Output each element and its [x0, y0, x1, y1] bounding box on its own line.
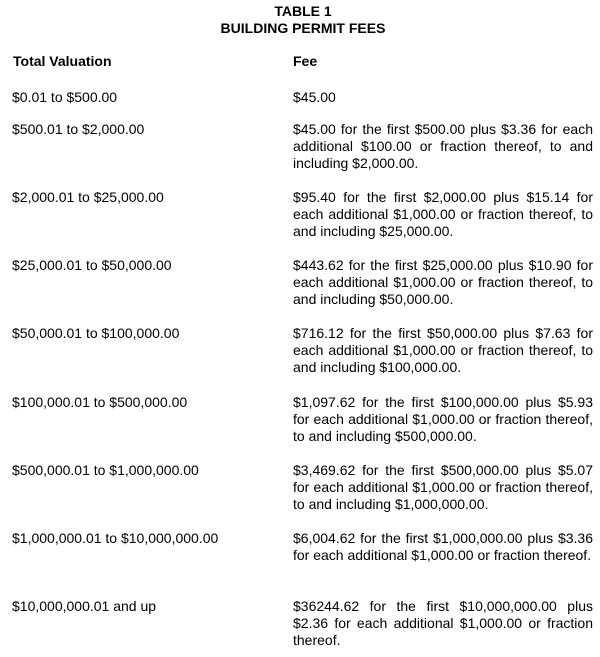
column-header-total-valuation: Total Valuation: [13, 53, 112, 69]
fee-cell: $45.00 for the first $500.00 plus $3.36 for each additional $100.00 or fraction thereof, to and including $2,000.00.: [293, 121, 593, 171]
valuation-cell: $10,000,000.01 and up: [12, 598, 157, 614]
table-title: TABLE 1: [274, 3, 332, 19]
fee-cell: $443.62 for the first $25,000.00 plus $10.90 for each additional $1,000.00 or fraction thereof, to and including $50,000.00.: [293, 257, 593, 307]
fee-cell: $6,004.62 for the first $1,000,000.00 plus $3.36 for each additional $1,000.00 or fraction thereof.: [293, 530, 593, 563]
valuation-cell: $25,000.01 to $50,000.00: [12, 257, 172, 273]
valuation-cell: $1,000,000.01 to $10,000,000.00: [12, 530, 219, 546]
fee-cell: $45.00: [293, 89, 336, 105]
valuation-cell: $100,000.01 to $500,000.00: [12, 394, 188, 410]
fee-cell: $95.40 for the first $2,000.00 plus $15.14 for each additional $1,000.00 or fraction thereof, to and including $25,000.00.: [293, 189, 593, 239]
fee-cell: $716.12 for the first $50,000.00 plus $7.63 for each additional $1,000.00 or fraction thereof, to and including $100,000.00.: [293, 325, 593, 375]
valuation-cell: $50,000.01 to $100,000.00: [12, 325, 180, 341]
valuation-cell: $500,000.01 to $1,000,000.00: [12, 462, 199, 478]
valuation-cell: $500.01 to $2,000.00: [12, 121, 145, 137]
fee-cell: $1,097.62 for the first $100,000.00 plus $5.93 for each additional $1,000.00 or fraction thereof, to and including $500,000.00.: [293, 394, 593, 444]
table-subtitle: BUILDING PERMIT FEES: [220, 20, 386, 36]
valuation-cell: $2,000.01 to $25,000.00: [12, 189, 164, 205]
fee-cell: $36244.62 for the first $10,000,000.00 plus $2.36 for each additional $1,000.00 or fraction thereof.: [293, 598, 593, 648]
column-header-fee: Fee: [293, 53, 318, 69]
fee-cell: $3,469.62 for the first $500,000.00 plus $5.07 for each additional $1,000.00 or fraction thereof, to and including $1,000,000.00.: [293, 462, 593, 512]
valuation-cell: $0.01 to $500.00: [12, 89, 118, 105]
